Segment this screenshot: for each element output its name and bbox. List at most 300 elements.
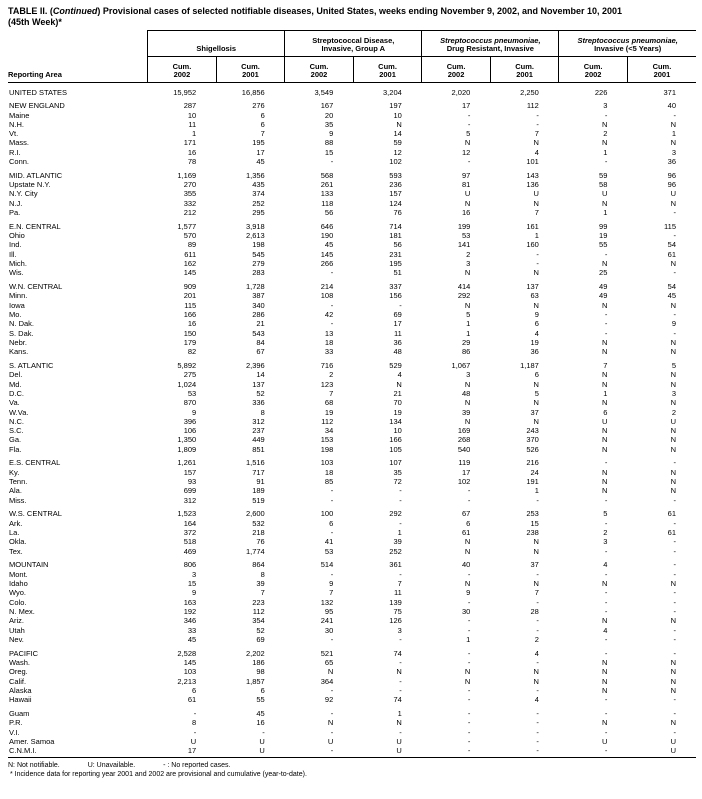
value-cell: - [673,518,676,528]
value-cell: N [670,579,676,589]
value-cell: - [673,231,676,241]
value-cell: - [330,685,334,695]
reporting-area-cell: W.N. CENTRAL [9,282,63,292]
reporting-area-cell: Ohio [9,231,25,241]
reporting-area-cell: S.C. [9,426,24,436]
value-cell: N [670,379,676,389]
value-cell: - [467,625,471,635]
reporting-area-cell: V.I. [9,727,20,737]
value-cell: 7 [260,588,265,598]
reporting-area-cell: Ariz. [9,616,24,626]
value-cell: N [601,347,608,357]
value-cell: N [464,667,471,677]
value-cell: 123 [320,379,334,389]
value-cell: N [601,667,608,677]
value-cell: 1 [603,208,608,218]
value-cell: 261 [320,180,334,190]
value-cell: 86 [461,347,471,357]
reporting-area-cell: N. Dak. [9,319,35,329]
value-cell: 74 [393,695,402,705]
table-row [8,579,696,588]
value-cell: - [604,458,608,468]
value-cell: 7 [260,129,265,139]
value-cell: - [673,606,676,616]
value-cell: 134 [389,416,402,426]
value-cell: 8 [192,718,197,728]
reporting-area-cell: Pa. [9,208,21,218]
value-cell: 78 [187,157,197,167]
table-row [8,129,696,138]
value-cell: 54 [667,240,676,250]
value-cell: N [670,337,676,347]
value-cell: N [670,398,676,408]
value-cell: 171 [183,138,197,148]
value-cell: 74 [393,648,402,658]
value-cell: 699 [183,486,197,496]
value-cell: N [670,667,676,677]
value-cell: 20 [324,110,334,120]
value-cell: 145 [320,249,334,259]
value-cell: 9 [329,579,334,589]
value-cell: 1,356 [245,170,265,180]
reporting-area-cell: Tenn. [9,477,28,487]
value-cell: 469 [183,546,197,556]
value-cell: 570 [183,231,197,241]
value-cell: 166 [389,435,402,445]
value-cell: 36 [530,347,539,357]
value-cell: 42 [324,310,334,320]
value-cell: 238 [526,528,539,538]
value-cell: N [533,676,539,686]
value-cell: N [670,370,676,380]
value-cell: - [193,708,197,718]
value-cell: 7 [397,579,402,589]
value-cell: 81 [461,180,471,190]
value-cell: - [536,616,539,626]
value-cell: - [536,746,539,756]
value-cell: 160 [526,240,539,250]
reporting-area-cell: Fla. [9,444,22,454]
table-row [8,616,696,625]
value-cell: 518 [183,537,197,547]
value-cell: 91 [256,477,265,487]
value-cell: 97 [461,170,471,180]
subheader-drug-resistant-2002: Cum. 2002 [422,57,491,83]
table-row [8,570,696,579]
value-cell: 17 [393,319,402,329]
value-cell: N [670,435,676,445]
value-cell: 85 [324,477,334,487]
table-row [8,398,696,407]
value-cell: 105 [389,444,402,454]
table-row [8,528,696,537]
value-cell: 3 [671,147,676,157]
value-cell: 4 [534,648,539,658]
value-cell: - [673,560,676,570]
value-cell: 241 [320,616,334,626]
value-cell: 82 [187,347,197,357]
value-cell: 100 [320,509,334,519]
value-cell: 236 [389,180,402,190]
value-cell: 39 [393,537,402,547]
column-group-row [8,31,696,57]
reporting-area-cell: Hawaii [9,695,32,705]
value-cell: 24 [530,467,539,477]
table-row [8,338,696,347]
value-cell: 137 [526,282,539,292]
value-cell: 1,261 [177,458,197,468]
value-cell: 9 [534,310,539,320]
value-cell: - [467,648,471,658]
value-cell: 17 [187,746,197,756]
value-cell: 2,396 [245,361,265,371]
value-cell: - [467,569,471,579]
group-header-spneumoniae-drug-resistant [422,31,559,57]
table-row [8,454,696,468]
value-cell: 70 [393,398,402,408]
value-cell: - [467,718,471,728]
value-cell: - [330,528,334,538]
value-cell: 167 [320,101,334,111]
value-cell: 179 [183,337,197,347]
value-cell: U [533,189,539,199]
value-cell: 9 [192,407,197,417]
table-row [8,468,696,477]
value-cell: 2 [671,407,676,417]
value-cell: 45 [256,708,265,718]
value-cell: 48 [461,388,471,398]
value-cell: 156 [389,291,402,301]
value-cell: 5 [534,388,539,398]
value-cell: - [536,495,539,505]
table-row [8,607,696,616]
value-cell: 108 [320,291,334,301]
value-cell: - [467,685,471,695]
value-cell: U [601,736,608,746]
value-cell: - [673,695,676,705]
table-row [8,635,696,644]
value-cell: - [604,746,608,756]
value-cell: 52 [256,388,265,398]
value-cell: 201 [183,291,197,301]
value-cell: 16 [256,718,265,728]
value-cell: 218 [252,528,265,538]
value-cell: 88 [324,138,334,148]
value-cell: 137 [252,379,265,389]
value-cell: 283 [252,268,265,278]
value-cell: - [604,249,608,259]
value-cell: U [670,416,676,426]
value-cell: - [604,157,608,167]
table-row [8,408,696,417]
value-cell: - [536,119,539,129]
reporting-area-cell: Md. [9,379,22,389]
value-cell: - [399,727,402,737]
value-cell: 5 [466,310,471,320]
group-title-line1: Streptococcal Disease, [312,35,395,45]
value-cell: N [601,486,608,496]
value-cell: N [601,676,608,686]
table-row [8,259,696,268]
value-cell: N [601,657,608,667]
value-cell: 192 [183,606,197,616]
value-cell: 36 [393,337,402,347]
value-cell: 3 [466,259,471,269]
value-cell: 4 [397,370,402,380]
value-cell: N [464,398,471,408]
value-cell: 39 [256,579,265,589]
reporting-area-cell: C.N.M.I. [9,746,37,756]
table-row [8,157,696,166]
table-row [8,737,696,746]
value-cell: 61 [667,528,676,538]
value-cell: N [601,198,608,208]
value-cell: 76 [256,537,265,547]
value-cell: 374 [252,189,265,199]
value-cell: N [601,579,608,589]
value-cell: - [604,597,608,607]
table-row [8,199,696,208]
value-cell: - [330,746,334,756]
value-cell: N [670,259,676,269]
value-cell: 63 [530,291,539,301]
reporting-area-cell: Mo. [9,310,22,320]
table-row [8,658,696,667]
table-row [8,347,696,356]
value-cell: 2 [329,370,334,380]
value-cell: 84 [256,337,265,347]
value-cell: 115 [184,300,197,310]
value-cell: 521 [320,648,334,658]
value-cell: 33 [324,347,334,357]
reporting-area-cell: E.S. CENTRAL [9,458,61,468]
value-cell: N [601,426,608,436]
value-cell: 253 [526,509,539,519]
value-cell: 17 [461,467,471,477]
value-cell: 132 [320,597,334,607]
legend-not-notifiable: N: Not notifiable. [8,762,60,770]
value-cell: 56 [324,208,334,218]
reporting-area-cell: N.C. [9,416,24,426]
value-cell: 4 [534,147,539,157]
value-cell: 61 [461,528,471,538]
reporting-area-cell: Mont. [9,569,28,579]
value-cell: 3 [603,101,608,111]
table-row [8,166,696,180]
value-cell: 141 [457,240,471,250]
value-cell: N [601,370,608,380]
value-cell: 11 [394,588,402,598]
value-cell: N [533,198,539,208]
value-cell: 45 [667,291,676,301]
value-cell: 198 [320,444,334,454]
value-cell: 276 [252,101,265,111]
value-cell: 3,204 [383,87,402,97]
reporting-area-cell: S. ATLANTIC [9,361,54,371]
value-cell: 190 [320,231,334,241]
value-cell: - [399,300,402,310]
table-row [8,435,696,444]
value-cell: 39 [461,407,471,417]
value-cell: 231 [389,249,402,259]
value-cell: 529 [389,361,402,371]
value-cell: 55 [599,240,608,250]
value-cell: 279 [252,259,265,269]
value-cell: 61 [667,249,676,259]
table-row [8,556,696,570]
value-cell: 332 [183,198,197,208]
value-cell: 59 [393,138,402,148]
value-cell: 33 [187,625,197,635]
group-title-line2: Invasive (<5 Years) [594,44,662,54]
value-cell: N [396,667,402,677]
value-cell: N [670,347,676,357]
value-cell: 52 [256,625,265,635]
value-cell: 2,250 [520,87,539,97]
value-cell: 3 [671,388,676,398]
value-cell: 3 [397,625,402,635]
value-cell: 371 [663,87,676,97]
table-row [8,417,696,426]
reporting-area-cell: S. Dak. [9,328,34,338]
table-row [8,138,696,147]
value-cell: 252 [389,546,402,556]
value-cell: N [601,337,608,347]
value-cell: 1,774 [245,546,265,556]
value-cell: 198 [252,240,265,250]
value-cell: - [536,727,539,737]
value-cell: - [399,657,402,667]
value-cell: - [604,695,608,705]
table-row [8,240,696,249]
value-cell: 69 [393,310,402,320]
value-cell: N [670,676,676,686]
legend-no-reported-cases: - : No reported cases. [163,762,231,770]
table-row [8,496,696,505]
reporting-area-cell: N.J. [9,198,23,208]
value-cell: 1,067 [451,361,471,371]
value-cell: N [601,119,608,129]
table-row [8,695,696,704]
value-cell: 1,516 [245,458,265,468]
value-cell: 526 [526,444,539,454]
value-cell: 136 [526,180,539,190]
value-cell: N [464,138,471,148]
table-row [8,588,696,597]
value-cell: 157 [183,467,197,477]
reporting-area-cell: Okla. [9,537,27,547]
value-cell: - [330,569,334,579]
value-cell: 9 [192,588,197,598]
value-cell: 16 [461,208,471,218]
reporting-area-cell: Wyo. [9,588,27,598]
reporting-area-cell: Amer. Samoa [9,736,55,746]
table-row [8,445,696,454]
value-cell: 340 [252,300,265,310]
group-header-strep-group-a [285,31,422,57]
table-row [8,644,696,658]
value-cell: - [330,268,334,278]
value-cell: 99 [599,221,608,231]
value-cell: 16 [187,147,197,157]
reporting-area-cell: Colo. [9,597,27,607]
value-cell: 2,600 [245,509,265,519]
value-cell: - [604,495,608,505]
table-row [8,704,696,718]
value-cell: 1 [671,129,676,139]
value-cell: 15,952 [173,87,197,97]
reporting-area-cell: Ill. [9,249,17,259]
value-cell: 150 [183,328,197,338]
value-cell: 37 [530,560,539,570]
value-cell: 69 [256,634,265,644]
value-cell: 197 [389,101,402,111]
value-cell: - [399,486,402,496]
value-cell: 15 [530,518,539,528]
reporting-area-cell: Iowa [9,300,25,310]
value-cell: 15 [324,147,334,157]
value-cell: - [536,597,539,607]
table-row [8,278,696,292]
value-cell: N [533,579,539,589]
value-cell: 10 [393,426,402,436]
value-cell: 5 [671,361,676,371]
value-cell: - [536,657,539,667]
value-cell: 568 [320,170,334,180]
value-cell: 266 [320,259,334,269]
value-cell: 1,523 [177,509,197,519]
value-cell: 19 [599,231,608,241]
value-cell: 53 [187,388,197,398]
value-cell: 1,024 [177,379,197,389]
value-cell: 40 [461,560,471,570]
value-cell: 519 [252,495,265,505]
value-cell: 103 [320,458,334,468]
value-cell: - [536,625,539,635]
notifiable-diseases-table [8,30,696,758]
value-cell: N [464,198,471,208]
value-cell: 7 [329,388,334,398]
group-title-line1: Streptococcus pneumoniae, [577,35,678,45]
value-cell: N [601,435,608,445]
value-cell: N [670,657,676,667]
subheader-strep-group-a-2002: Cum. 2002 [285,57,354,83]
value-cell: 3,549 [314,87,334,97]
value-cell: - [399,634,402,644]
value-cell: U [190,736,197,746]
value-cell: - [467,695,471,705]
value-cell: 186 [252,657,265,667]
value-cell: 15 [187,579,197,589]
group-title-line2: Invasive, Group A [321,44,386,54]
value-cell: - [673,110,676,120]
value-cell: - [604,708,608,718]
value-cell: 7 [534,208,539,218]
reporting-area-cell: D.C. [9,388,24,398]
reporting-area-cell: MID. ATLANTIC [9,170,63,180]
value-cell: - [467,486,471,496]
value-cell: 8 [260,569,265,579]
reporting-area-cell: Del. [9,370,23,380]
value-cell: N [601,718,608,728]
value-cell: - [262,727,265,737]
title-week: (45th Week)* [8,16,62,27]
table-row [8,217,696,231]
value-cell: - [604,319,608,329]
value-cell: 49 [599,291,608,301]
group-title-line1: Streptococcus pneumoniae, [440,35,541,45]
value-cell: - [604,310,608,320]
